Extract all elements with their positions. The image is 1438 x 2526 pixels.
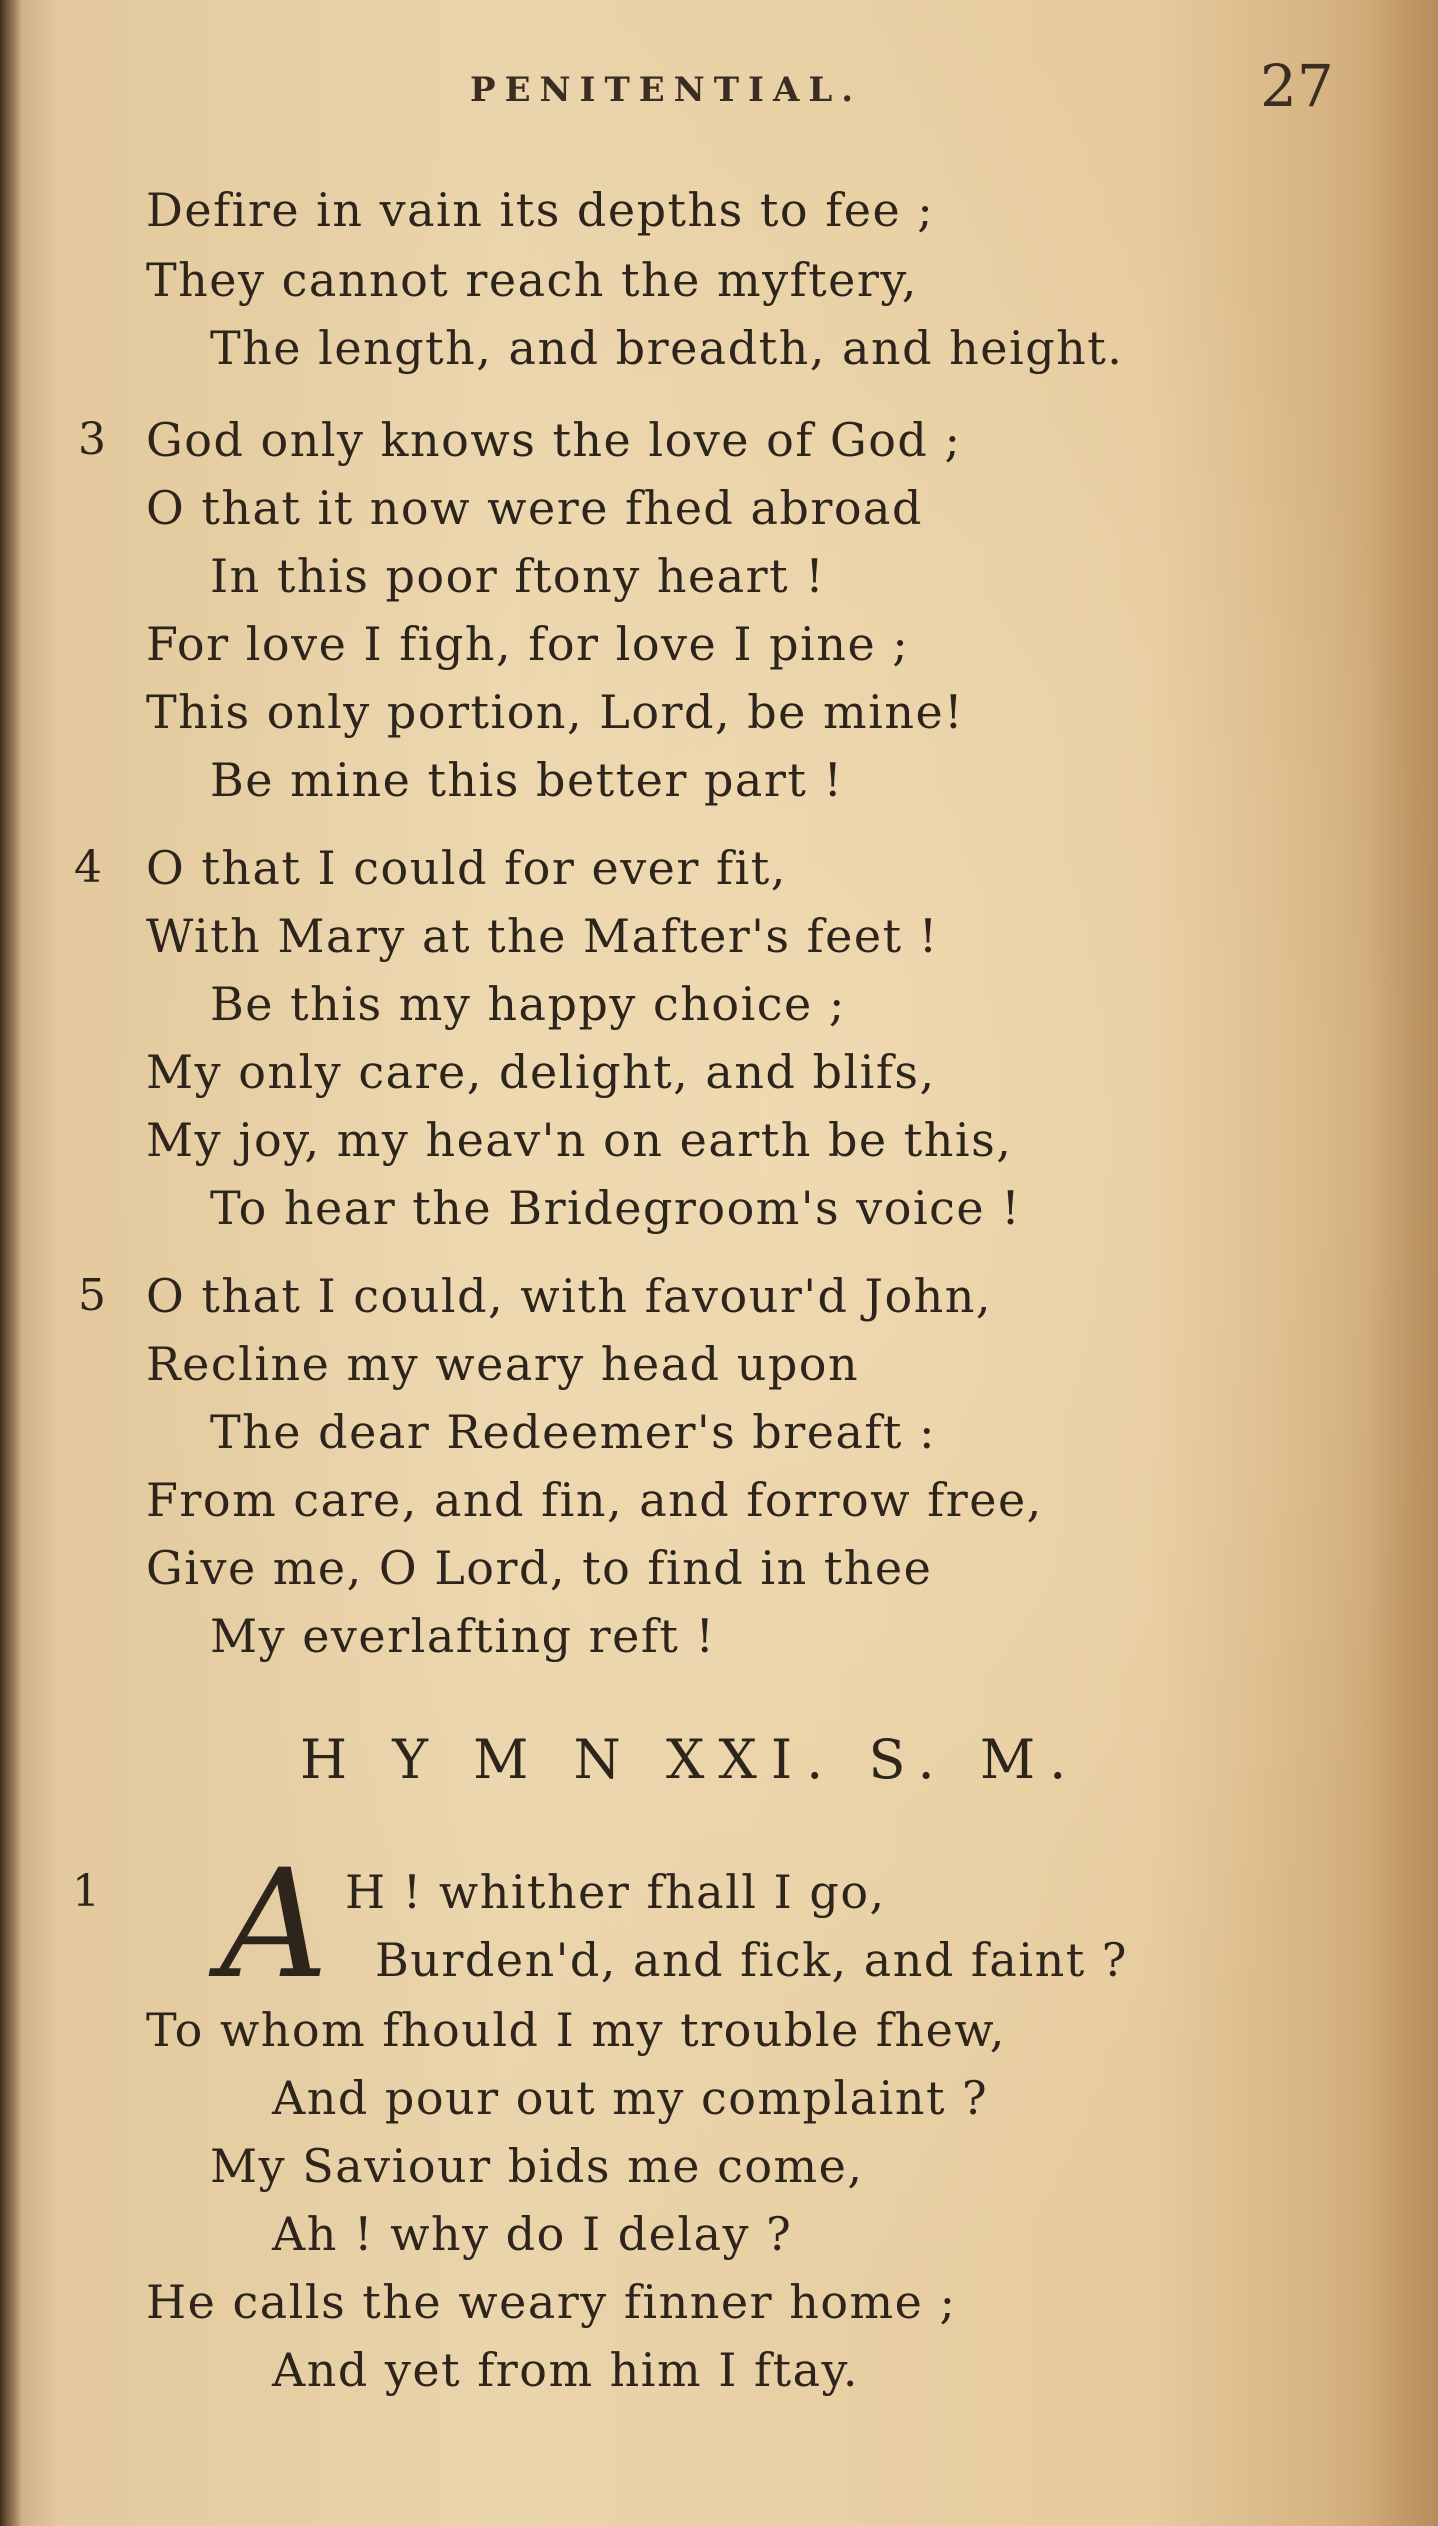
verse-line: My only care, delight, and blifs, xyxy=(146,1045,936,1099)
book-gutter-shadow xyxy=(0,0,22,2526)
page-number: 27 xyxy=(1260,52,1334,120)
verse-line: H ! whither fhall I go, xyxy=(345,1865,886,1919)
page-edge-shadow xyxy=(1368,0,1438,2526)
verse-line: God only knows the love of God ; xyxy=(146,413,962,467)
verse-line: For love I figh, for love I pine ; xyxy=(146,617,910,671)
verse-line: From care, and fin, and forrow free, xyxy=(146,1473,1043,1527)
verse-number: 5 xyxy=(78,1270,106,1321)
verse-line: Recline my weary head upon xyxy=(146,1337,860,1391)
verse-line: This only portion, Lord, be mine! xyxy=(146,685,965,739)
verse-line: Be this my happy choice ; xyxy=(210,977,846,1031)
verse-line: My joy, my heav'n on earth be this, xyxy=(146,1113,1013,1167)
verse-line: Defire in vain its depths to fee ; xyxy=(146,183,935,237)
verse-number: 3 xyxy=(78,414,106,465)
verse-line: They cannot reach the myftery, xyxy=(146,253,918,307)
verse-line: The dear Redeemer's breaft : xyxy=(210,1405,937,1459)
hymn-title: H Y M N XXI. S. M. xyxy=(300,1728,1081,1791)
verse-line: To whom fhould I my trouble fhew, xyxy=(146,2003,1006,2057)
verse-line: The length, and breadth, and height. xyxy=(210,321,1124,375)
verse-line: And pour out my complaint ? xyxy=(272,2071,989,2125)
verse-line: He calls the weary finner home ; xyxy=(146,2275,957,2329)
drop-cap: A xyxy=(220,1838,329,2012)
verse-line: O that I could, with favour'd John, xyxy=(146,1269,993,1323)
verse-line: Burden'd, and fick, and faint ? xyxy=(375,1933,1128,1987)
verse-line: Ah ! why do I delay ? xyxy=(272,2207,793,2261)
verse-line: Give me, O Lord, to find in thee xyxy=(146,1541,933,1595)
verse-line: And yet from him I ftay. xyxy=(272,2343,859,2397)
verse-line: In this poor ftony heart ! xyxy=(210,549,826,603)
verse-line: My Saviour bids me come, xyxy=(210,2139,864,2193)
verse-line: O that I could for ever fit, xyxy=(146,841,787,895)
verse-line: My everlafting reft ! xyxy=(210,1609,716,1663)
verse-line: With Mary at the Mafter's feet ! xyxy=(146,909,939,963)
running-title: PENITENTIAL. xyxy=(470,70,863,110)
verse-line: Be mine this better part ! xyxy=(210,753,844,807)
verse-line: To hear the Bridegroom's voice ! xyxy=(210,1181,1022,1235)
verse-number: 1 xyxy=(72,1866,100,1917)
verse-number: 4 xyxy=(74,842,102,893)
verse-line: O that it now were fhed abroad xyxy=(146,481,923,535)
